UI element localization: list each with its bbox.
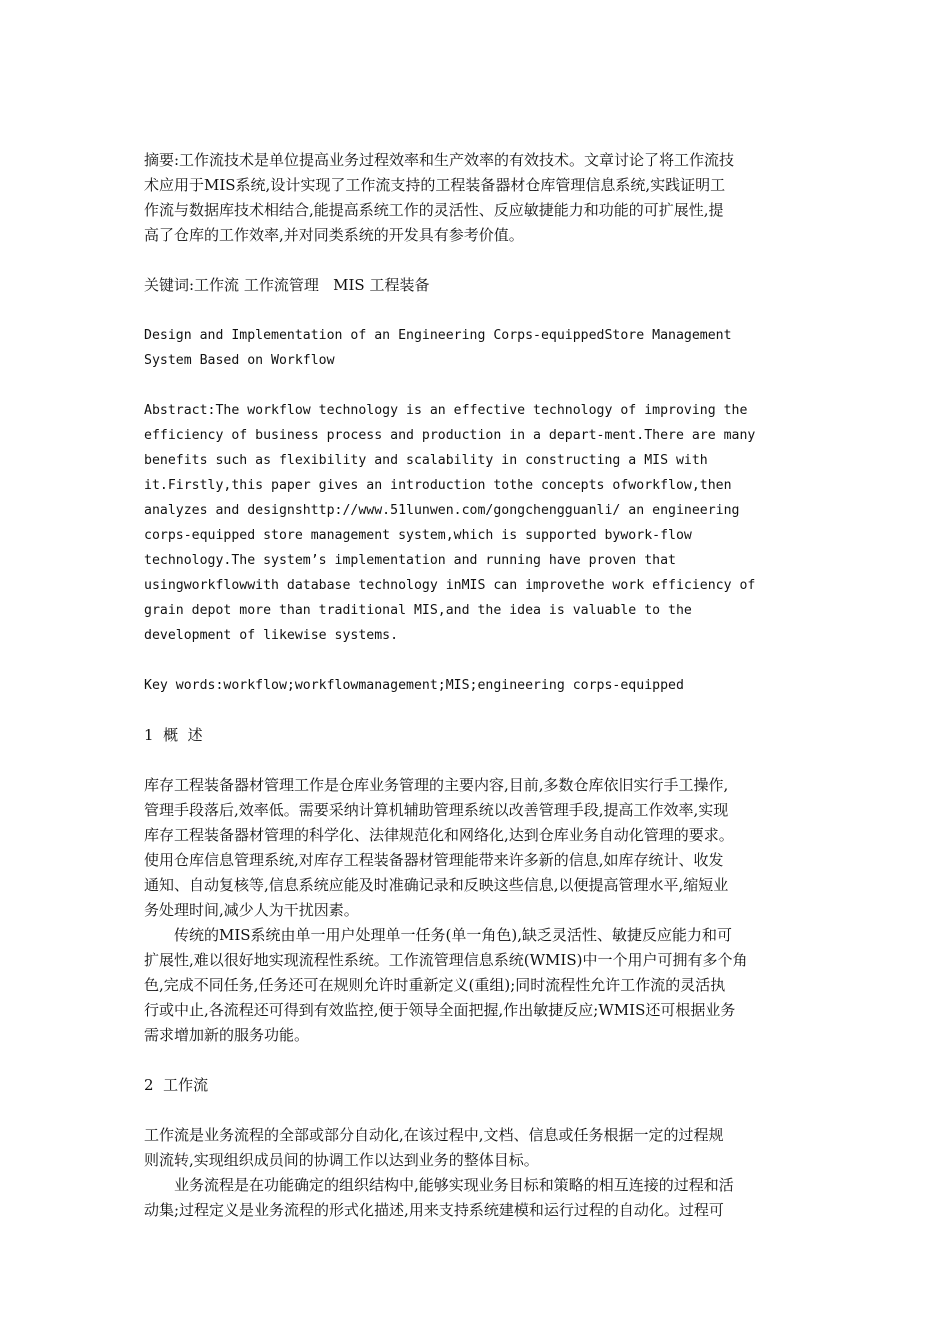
paragraph-line: 通知、自动复核等,信息系统应能及时准确记录和反映这些信息,以便提高管理水平,缩短业 <box>144 876 729 894</box>
paragraph-line: 行或中止,各流程还可得到有效监控,便于领导全面把握,作出敏捷反应;WMIS还可根据业务 <box>144 1001 736 1019</box>
title-en <box>144 323 812 373</box>
title-en-line: Design and Implementation of an Engineering Corps-equippedStore Management <box>144 328 732 343</box>
keywords-en: Key words:workflow;workflowmanagement;MIS;engineering corps-equipped <box>144 678 684 693</box>
paragraph-line: 库存工程装备器材管理的科学化、法律规范化和网络化,达到仓库业务自动化管理的要求。 <box>144 826 734 844</box>
section-1-heading: 1 概 述 <box>144 726 203 744</box>
abstract-en-line: analyzes and designshttp://www.51lunwen.com/gongchengguanli/ an engineering <box>144 503 740 518</box>
abstract-en-line: corps-equipped store management system,which is supported bywork-flow <box>144 528 692 543</box>
paragraph-line: 务处理时间,减少人为干扰因素。 <box>144 901 359 919</box>
abstract-cn <box>144 148 812 248</box>
paragraph-line: 业务流程是在功能确定的组织结构中,能够实现业务目标和策略的相互连接的过程和活 <box>174 1176 734 1194</box>
paragraph-line: 工作流是业务流程的全部或部分自动化,在该过程中,文档、信息或任务根据一定的过程规 <box>144 1126 724 1144</box>
document-page <box>144 148 812 1223</box>
paragraph-line: 色,完成不同任务,任务还可在规则允许时重新定义(重组);同时流程性允许工作流的灵活执 <box>144 976 726 994</box>
section-2-paragraph-1 <box>144 1123 812 1173</box>
paragraph-line: 库存工程装备器材管理工作是仓库业务管理的主要内容,目前,多数仓库依旧实行手工操作, <box>144 776 729 794</box>
abstract-en-line: development of likewise systems. <box>144 628 399 643</box>
paragraph-line: 传统的MIS系统由单一用户处理单一任务(单一角色),缺乏灵活性、敏捷反应能力和可 <box>174 926 733 944</box>
paragraph-line: 使用仓库信息管理系统,对库存工程装备器材管理能带来许多新的信息,如库存统计、收发 <box>144 851 724 869</box>
keywords-cn: 关键词:工作流 工作流管理 MIS 工程装备 <box>144 276 430 294</box>
paragraph-line: 动集;过程定义是业务流程的形式化描述,用来支持系统建模和运行过程的自动化。过程可 <box>144 1201 724 1219</box>
abstract-en-line: efficiency of business process and production in a depart-ment.There are many <box>144 428 756 443</box>
abstract-en-line: grain depot more than traditional MIS,and the idea is valuable to the <box>144 603 692 618</box>
abstract-en-line: usingworkflowwith database technology inMIS can improvethe work efficiency of <box>144 578 756 593</box>
abstract-en-line: Abstract:The workflow technology is an effective technology of improving the <box>144 403 748 418</box>
abstract-cn-line: 术应用于MIS系统,设计实现了工作流支持的工程装备器材仓库管理信息系统,实践证明工 <box>144 176 726 194</box>
abstract-en <box>144 398 812 648</box>
abstract-cn-line: 作流与数据库技术相结合,能提高系统工作的灵活性、反应敏捷能力和功能的可扩展性,提 <box>144 201 724 219</box>
paragraph-line: 扩展性,难以很好地实现流程性系统。工作流管理信息系统(WMIS)中一个用户可拥有多个角 <box>144 951 748 969</box>
paragraph-line: 则流转,实现组织成员间的协调工作以达到业务的整体目标。 <box>144 1151 539 1169</box>
abstract-en-line: it.Firstly,this paper gives an introduction tothe concepts ofworkflow,then <box>144 478 732 493</box>
paragraph-line: 管理手段落后,效率低。需要采纳计算机辅助管理系统以改善管理手段,提高工作效率,实现 <box>144 801 729 819</box>
section-2-paragraph-2 <box>144 1173 812 1223</box>
section-2-heading: 2 工作流 <box>144 1076 209 1094</box>
abstract-cn-line: 摘要:工作流技术是单位提高业务过程效率和生产效率的有效技术。文章讨论了将工作流技 <box>144 151 735 169</box>
abstract-en-line: benefits such as flexibility and scalability in constructing a MIS with <box>144 453 708 468</box>
title-en-line: System Based on Workflow <box>144 353 335 368</box>
section-1-paragraph-1 <box>144 773 812 923</box>
abstract-cn-line: 高了仓库的工作效率,并对同类系统的开发具有参考价值。 <box>144 226 524 244</box>
abstract-en-line: technology.The system’s implementation and running have proven that <box>144 553 676 568</box>
paragraph-line: 需求增加新的服务功能。 <box>144 1026 310 1044</box>
section-1-paragraph-2 <box>144 923 812 1048</box>
